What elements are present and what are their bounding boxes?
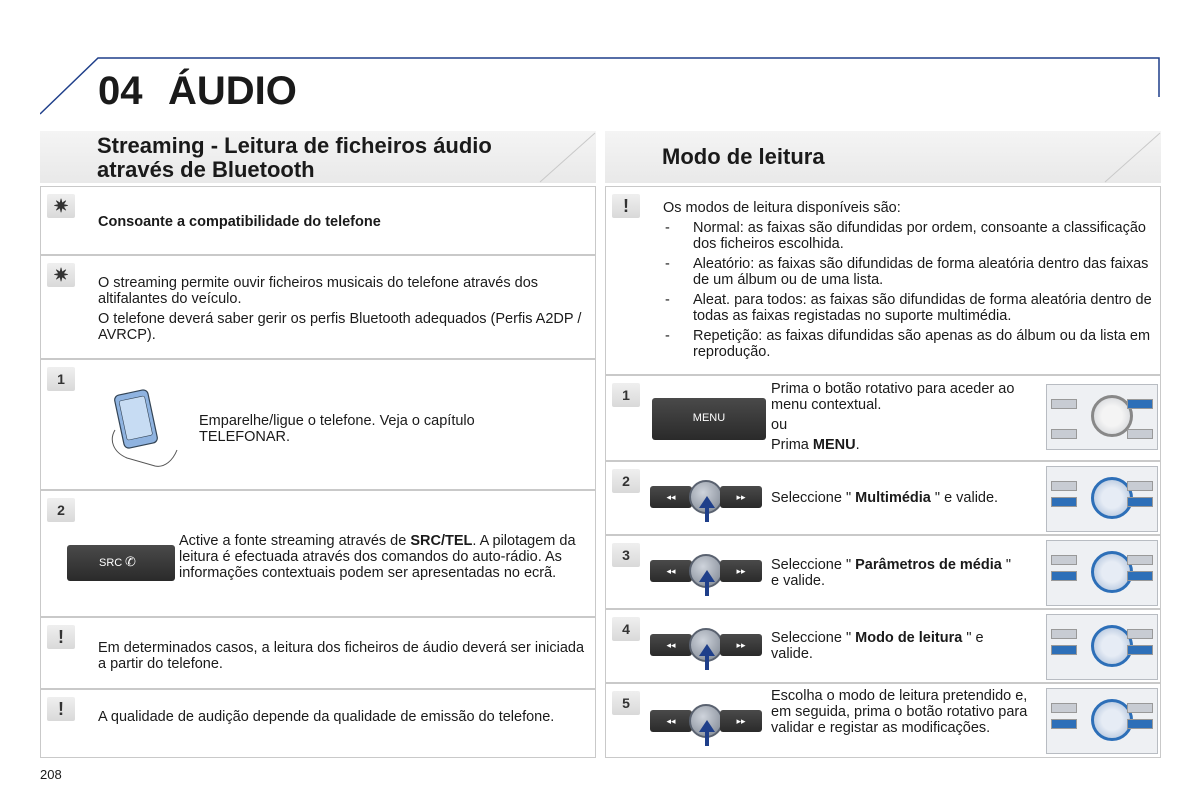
radio-panel-image: [1046, 540, 1158, 606]
radio-panel-image: [1046, 614, 1158, 680]
step-tab: [47, 367, 75, 391]
menu-button[interactable]: [652, 398, 766, 440]
prev-button[interactable]: [650, 486, 692, 508]
mode-normal: Normal: as faixas são difundidas por ordem, consoante a classificação dos ficheiros escolhida.: [693, 220, 1146, 252]
step-box-2: [40, 490, 596, 617]
radio-panel-image: [1046, 384, 1158, 450]
mode-item: - Normal: as faixas são difundidas por ordem, consoante a classificação dos ficheiros escolhida.: [665, 220, 1146, 252]
src-label: SRC: [99, 557, 123, 569]
press-arrow-icon: [697, 568, 717, 598]
forward-icon: ▸▸: [736, 492, 746, 502]
rstep-box-5: [605, 683, 1161, 758]
mode-item: - Repetição: as faixas difundidas são apenas as do álbum ou da lista em reprodução.: [665, 328, 1151, 360]
rstep1-prima: Prima: [771, 437, 813, 453]
exclamation-icon: !: [623, 196, 629, 216]
rstep-box-3: [605, 535, 1161, 609]
rstep1-menu: MENU: [812, 437, 856, 453]
section-header-modo: [605, 131, 1161, 183]
page-number: 208: [40, 767, 62, 782]
forward-icon: ▸▸: [736, 640, 746, 650]
rstep3-b: " e valide.: [771, 557, 1012, 589]
step-tab: [612, 543, 640, 567]
rstep4-a: Seleccione ": [771, 630, 856, 646]
streaming-para1: O streaming permite ouvir ficheiros musicais do telefone através dos altifalantes do veículo.: [98, 275, 539, 307]
step-number: 5: [622, 695, 630, 711]
next-button[interactable]: [720, 710, 762, 732]
prev-button[interactable]: [650, 634, 692, 656]
step2-text-bold: SRC/TEL: [410, 533, 473, 549]
mode-aleat-todos: Aleat. para todos: as faixas são difundidas de forma aleatória dentro de todas as faixas registadas no suporte multimédia.: [693, 292, 1152, 324]
warning-tab: [47, 625, 75, 649]
info-box-compat: [40, 186, 596, 255]
mode-item: - Aleatório: as faixas são difundidas de forma aleatória dentro das faixas de um álbum ou de uma lista.: [665, 256, 1149, 288]
step-tab: [612, 691, 640, 715]
rstep2-a: Seleccione ": [771, 490, 856, 506]
radio-panel-image: [1046, 466, 1158, 532]
rstep1-line1: Prima o botão rotativo para aceder ao menu contextual.: [771, 381, 1015, 413]
warning-box-2: [40, 689, 596, 758]
step-number: 2: [57, 502, 65, 518]
src-tel-button[interactable]: [67, 545, 175, 581]
info-tab: [47, 263, 75, 287]
rstep4-text: [771, 630, 1021, 662]
warning-tab: [47, 697, 75, 721]
modes-box: [605, 186, 1161, 375]
forward-icon: ▸▸: [736, 566, 746, 576]
section-title-line2: através de Bluetooth: [97, 157, 315, 182]
chapter-title: ÁUDIO: [168, 69, 297, 113]
step-number: 1: [622, 387, 630, 403]
rstep-box-4: [605, 609, 1161, 683]
phone-hand-icon: [107, 388, 187, 468]
warning-box-1: [40, 617, 596, 689]
exclamation-icon: !: [58, 699, 64, 719]
rewind-icon: ◂◂: [666, 492, 676, 502]
step1-text: Emparelhe/ligue o telefone. Veja o capítulo TELEFONAR.: [199, 413, 475, 445]
modes-intro: Os modos de leitura disponíveis são:: [663, 200, 901, 216]
rstep-box-1: [605, 375, 1161, 461]
press-arrow-icon: [697, 718, 717, 748]
chapter-header: [40, 57, 1160, 117]
mode-repeticao: Repetição: as faixas difundidas são apenas as do álbum ou da lista em reprodução.: [693, 328, 1151, 360]
rstep1-text: [771, 381, 1046, 453]
rstep1-dot: .: [855, 437, 860, 453]
compat-text: Consoante a compatibilidade do telefone: [98, 214, 381, 230]
rstep4-bold: Modo de leitura: [855, 630, 963, 646]
warning2-text: A qualidade de audição depende da qualidade de emissão do telefone.: [98, 709, 555, 725]
next-button[interactable]: [720, 634, 762, 656]
rstep5-text: Escolha o modo de leitura pretendido e, em seguida, prima o botão rotativo para validar e registar as modificações.: [771, 688, 1028, 736]
step2-text-a: Active a fonte streaming através de: [179, 533, 411, 549]
step-box-1: [40, 359, 596, 490]
step-tab: [47, 498, 75, 522]
light-icon: ✷: [53, 196, 69, 216]
step-tab: [612, 469, 640, 493]
rstep1-line3: [771, 437, 1046, 453]
next-button[interactable]: [720, 560, 762, 582]
warning-tab: [612, 194, 640, 218]
chapter-number: 04: [98, 69, 143, 113]
step-tab: [612, 617, 640, 641]
rstep3-a: Seleccione ": [771, 557, 856, 573]
rewind-icon: ◂◂: [666, 566, 676, 576]
step-number: 4: [622, 621, 630, 637]
rstep2-b: " e valide.: [930, 490, 999, 506]
prev-button[interactable]: [650, 560, 692, 582]
section-title-line1: Streaming - Leitura de ficheiros áudio: [97, 133, 492, 158]
step2-text-b: . A pilotagem da leitura é efectuada através dos comandos do auto-rádio. As informações contextuais podem ser apresentadas no ecrã.: [179, 533, 576, 581]
step-number: 3: [622, 547, 630, 563]
radio-panel-image: [1046, 688, 1158, 754]
next-button[interactable]: [720, 486, 762, 508]
step-number: 2: [622, 473, 630, 489]
rstep3-bold: Parâmetros de média: [855, 557, 1002, 573]
rstep3-text: [771, 557, 1011, 589]
streaming-para2: O telefone deverá saber gerir os perfis Bluetooth adequados (Perfis A2DP / AVRCP).: [98, 311, 582, 343]
mode-aleatorio: Aleatório: as faixas são difundidas de forma aleatória dentro das faixas de um álbum ou de uma lista.: [693, 256, 1149, 288]
step2-text: [179, 533, 589, 581]
exclamation-icon: !: [58, 627, 64, 647]
press-arrow-icon: [697, 642, 717, 672]
info-box-streaming: [40, 255, 596, 359]
rewind-icon: ◂◂: [666, 716, 676, 726]
mode-item: - Aleat. para todos: as faixas são difundidas de forma aleatória dentro de todas as faixas registadas no suporte multimédia.: [665, 292, 1152, 324]
rstep4-b: " e valide.: [771, 630, 984, 662]
step-tab: [612, 383, 640, 407]
section-header-streaming: [40, 131, 596, 183]
rstep2-text: [771, 490, 1046, 506]
warning1-text: Em determinados casos, a leitura dos ficheiros de áudio deverá ser iniciada a partir do telefone.: [98, 640, 585, 672]
press-arrow-icon: [697, 494, 717, 524]
step-number: 1: [57, 371, 65, 387]
modes-list: [663, 200, 1157, 360]
rstep2-bold: Multimédia: [855, 490, 931, 506]
info-tab: [47, 194, 75, 218]
rstep-box-2: [605, 461, 1161, 535]
phone-icon: ✆: [125, 554, 136, 569]
forward-icon: ▸▸: [736, 716, 746, 726]
section-title-modo: Modo de leitura: [662, 144, 825, 169]
menu-label: MENU: [692, 412, 726, 424]
rewind-icon: ◂◂: [666, 640, 676, 650]
rstep1-ou: ou: [771, 417, 788, 433]
prev-button[interactable]: [650, 710, 692, 732]
light-icon: ✷: [53, 265, 69, 285]
